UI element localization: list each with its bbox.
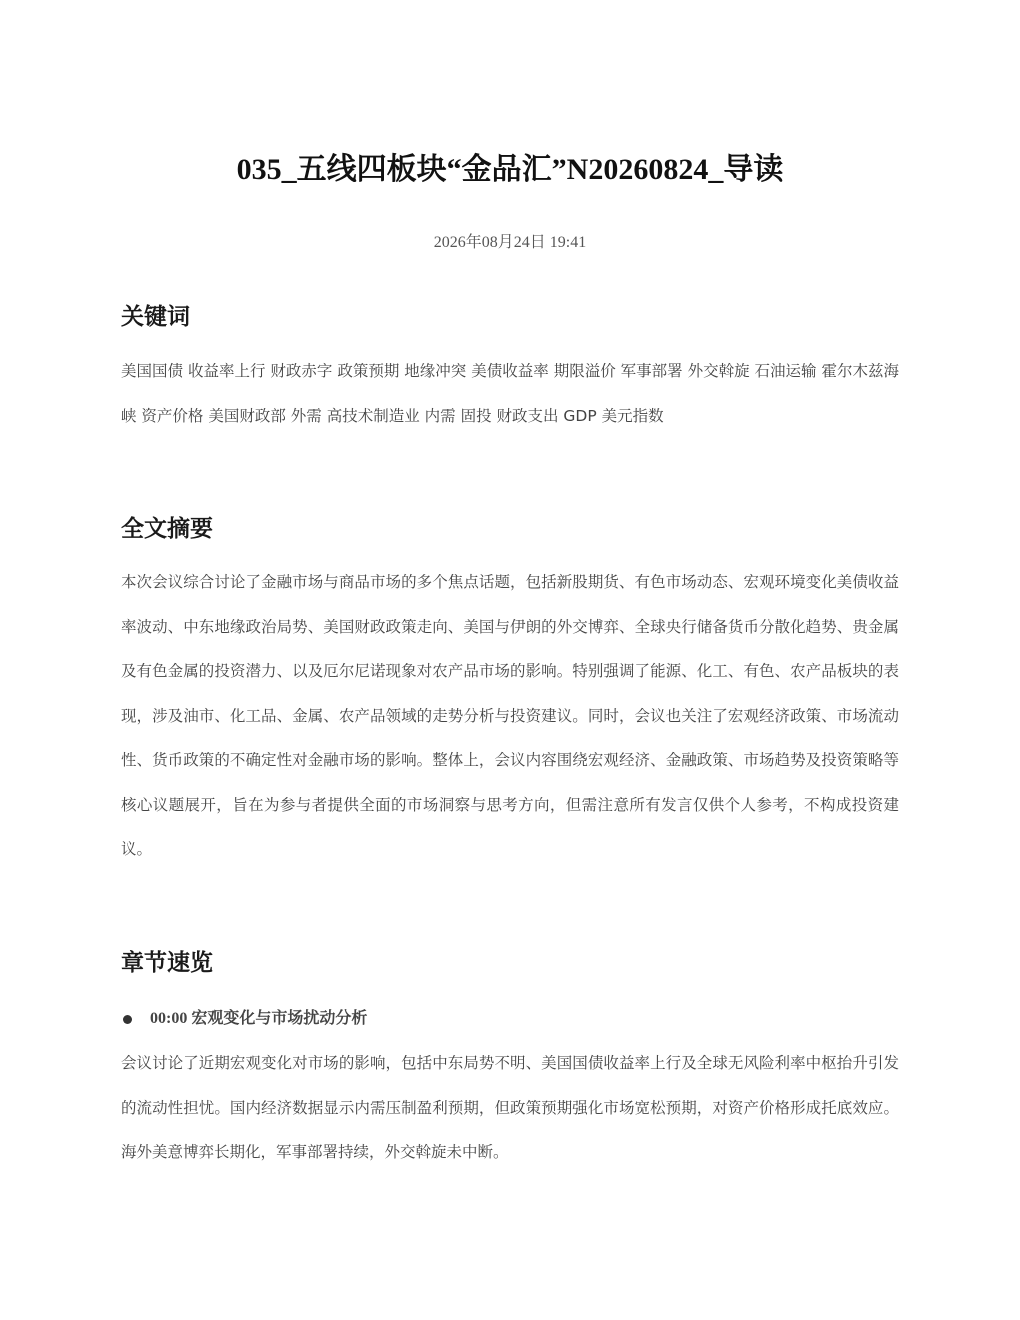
chapter-item xyxy=(121,1006,367,1032)
keywords-heading: 关键词 xyxy=(121,304,190,330)
chapter-text: 会议讨论了近期宏观变化对市场的影响，包括中东局势不明、美国国债收益率上行及全球无风险利率中枢抬升引发的流动性担忧。国内经济数据显示内需压制盈利预期，但政策预期强化市场宽松预期，对资产价格形成托底效应。海外美意博弈长期化，军事部署持续，外交斡旋未中断。 xyxy=(121,1054,899,1161)
summary-heading: 全文摘要 xyxy=(121,516,213,542)
chapter-title: 00:00 宏观变化与市场扰动分析 xyxy=(150,1010,368,1027)
summary-text: 本次会议综合讨论了金融市场与商品市场的多个焦点话题，包括新股期货、有色市场动态、宏观环境变化美债收益率波动、中东地缘政治局势、美国财政政策走向、美国与伊朗的外交博弈、全球央行储备货币分散化趋势、贵金属及有色金属的投资潜力、以及厄尔尼诺现象对农产品市场的影响。特别强调了能源、化工、有色、农产品板块的表现，涉及油市、化工品、金属、农产品领域的走势分析与投资建议。同时，会议也关注了宏观经济政策、市场流动性、货币政策的不确定性对金融市场的影响。整体上，会议内容围绕宏观经济、金融政策、市场趋势及投资策略等核心议题展开，旨在为参与者提供全面的市场洞察与思考方向，但需注意所有发言仅供个人参考，不构成投资建议。 xyxy=(121,573,899,858)
keywords-text: 美国国债 收益率上行 财政赤字 政策预期 地缘冲突 美债收益率 期限溢价 军事部署 外交斡旋 石油运输 霍尔木兹海峡 资产价格 美国财政部 外需 高技术制造业 内需 固投 财政支出 GDP 美元指数 xyxy=(121,362,899,425)
chapters-heading: 章节速览 xyxy=(121,950,213,976)
document-date: 2026年08月24日 19:41 xyxy=(433,234,587,251)
bullet-icon xyxy=(123,1015,132,1024)
page-title: 035_五线四板块“金品汇”N20260824_导读 xyxy=(236,153,784,186)
